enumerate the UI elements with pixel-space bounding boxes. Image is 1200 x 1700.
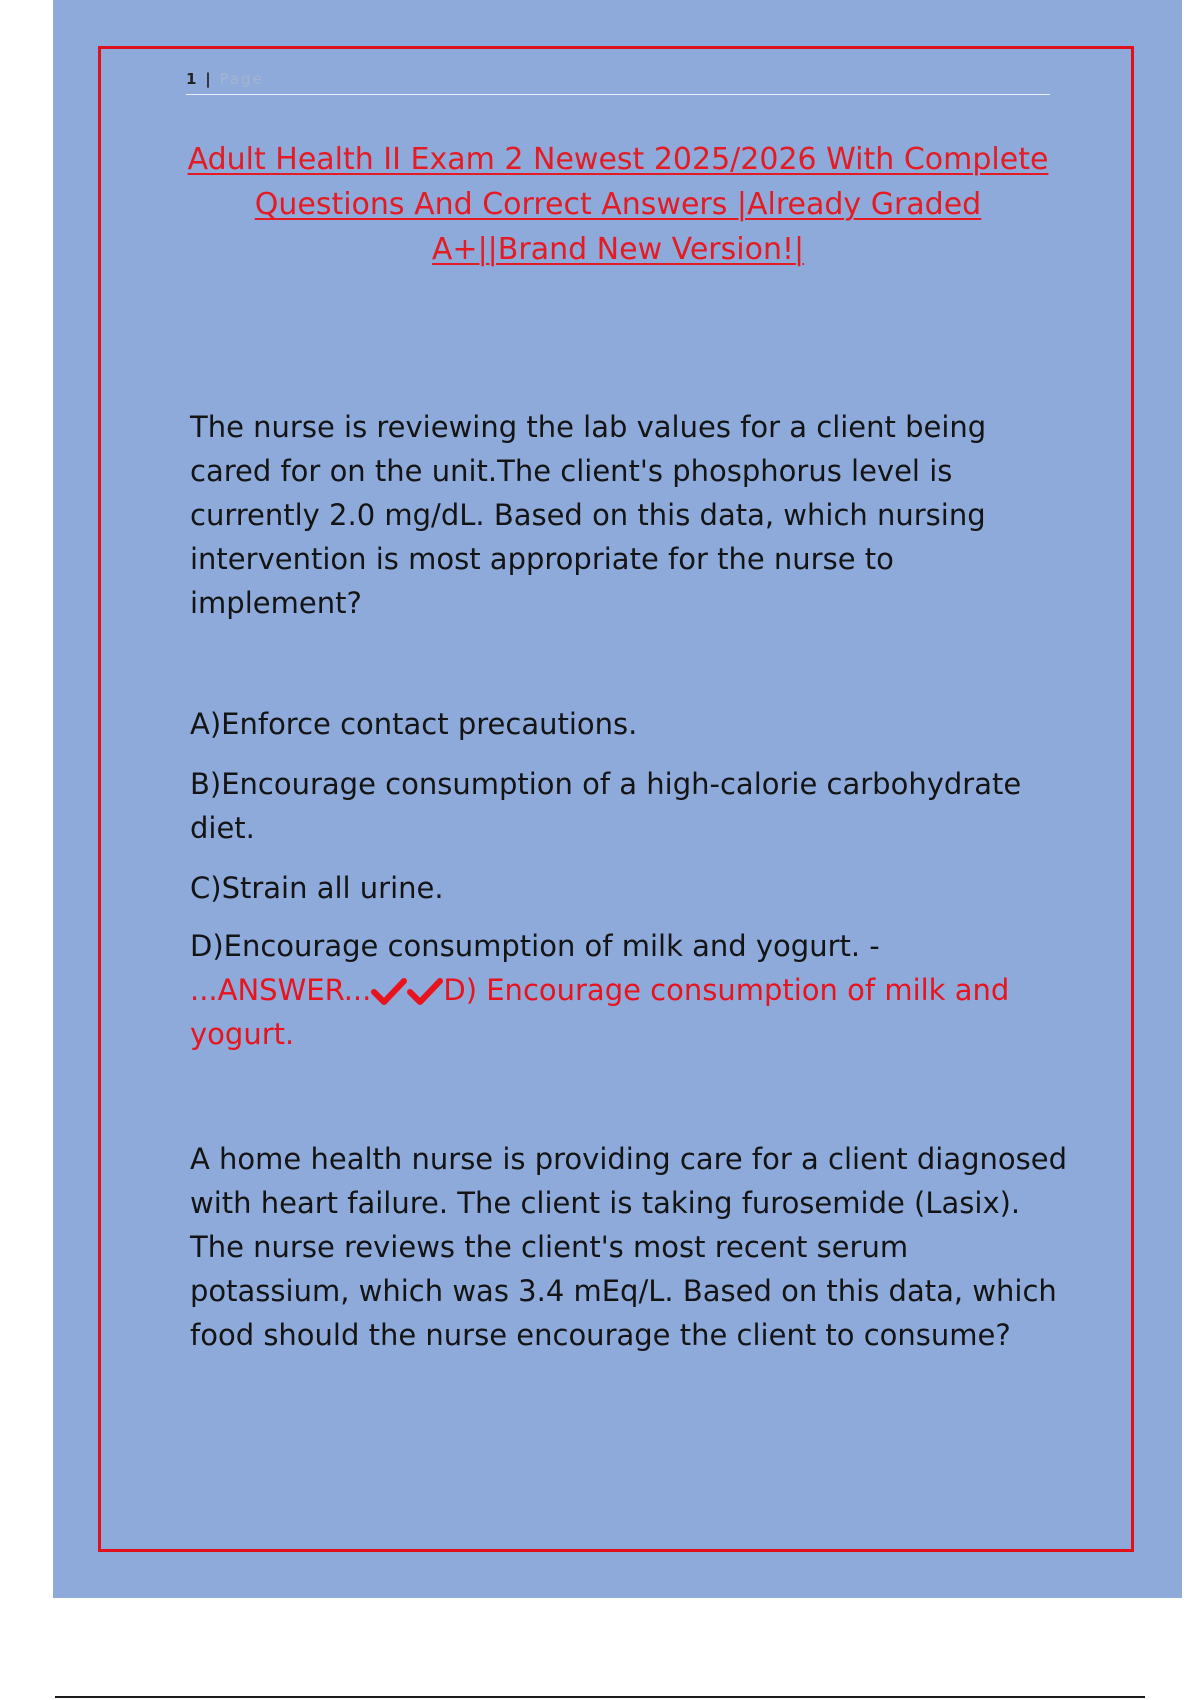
check-icon	[371, 974, 407, 1004]
bottom-divider	[55, 1696, 1145, 1698]
question-1-text: The nurse is reviewing the lab values for a client being cared for on the unit.The client's phosphorus level is currently 2.0 mg/dL. Based on this data, which nursing intervention is most appropriate for the nurse to implement?	[190, 410, 987, 620]
question-2-text: A home health nurse is providing care for a client diagnosed with heart failure. The client is taking furosemide (Lasix). The nurse reviews the client's most recent serum potassium, which was 3.4 mEq/L. Based on this data, which food should the nurse encourage the client to consume?	[190, 1142, 1068, 1352]
check-icon	[407, 974, 443, 1004]
page-number: 1	[186, 70, 199, 88]
question-1-option-c: C)Strain all urine.	[190, 871, 444, 905]
question-1-option-d-with-answer	[190, 924, 1070, 1056]
page-header	[186, 70, 1050, 95]
question-1-option-d: D)Encourage consumption of milk and yogurt. -	[190, 929, 880, 963]
answer-text: D) Encourage consumption of milk and yogurt.	[190, 973, 1010, 1051]
question-1-option-b: B)Encourage consumption of a high-calorie carbohydrate diet.	[190, 767, 1022, 845]
question-1-option-a: A)Enforce contact precautions.	[190, 707, 638, 741]
answer-prefix: ...ANSWER...	[190, 973, 372, 1007]
page-separator: |	[205, 70, 213, 88]
document-title: Adult Health II Exam 2 Newest 2025/2026 With Complete Questions And Correct Answers |Already Graded A+||Brand New Version!|	[187, 142, 1049, 267]
page-label: Page	[219, 70, 264, 88]
